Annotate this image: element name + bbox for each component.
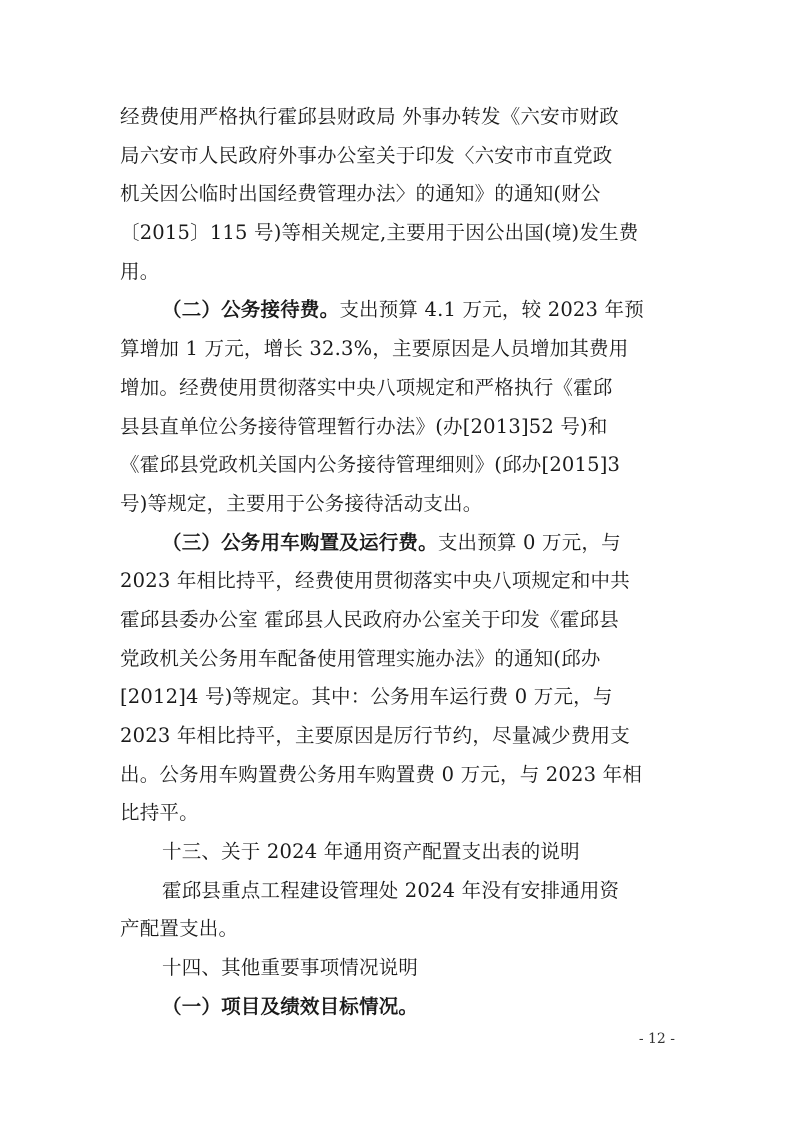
text-line: 《霍邱县党政机关国内公务接待管理细则》(邱办[2015]3 [120, 453, 621, 477]
paragraph-heading: （二）公务接待费。 [162, 298, 340, 322]
paragraph-heading: （三）公务用车购置及运行费。 [162, 530, 438, 554]
text-line [120, 524, 680, 563]
text-line: 2023 年相比持平，经费使用贯彻落实中央八项规定和中共 [120, 569, 630, 593]
text-line: 号)等规定，主要用于公务接待活动支出。 [120, 491, 483, 515]
text-line: [2012]4 号)等规定。其中：公务用车运行费 0 万元，与 [120, 685, 613, 709]
text-line: 产配置支出。 [120, 917, 239, 941]
text-line [120, 291, 680, 330]
text-run: 支出预算 0 万元，与 [437, 530, 621, 554]
text-line: 霍邱县委办公室 霍邱县人民政府办公室关于印发《霍邱县 [120, 607, 619, 631]
text-line: 增加。经费使用贯彻落实中央八项规定和严格执行《霍邱 [120, 375, 613, 399]
text-line: 用。 [120, 259, 160, 283]
section-title: 十三、关于 2024 年通用资产配置支出表的说明 [162, 840, 580, 864]
text-run: 支出预算 4.1 万元，较 2023 年预 [339, 298, 644, 322]
text-line: 出。公务用车购置费公务用车购置费 0 万元，与 2023 年相 [120, 762, 643, 786]
text-line: 局六安市人民政府外事办公室关于印发〈六安市市直党政 [120, 143, 613, 167]
section-title: 十四、其他重要事项情况说明 [162, 956, 419, 980]
subsection-heading: （一）项目及绩效目标情况。 [162, 994, 419, 1018]
text-line: 比持平。 [120, 801, 199, 825]
text-line: 算增加 1 万元，增长 32.3%，主要原因是人员增加其费用 [120, 337, 629, 361]
paragraph-travel-expense [120, 98, 680, 291]
text-line: 2023 年相比持平，主要原因是厉行节约，尽量减少费用支 [120, 724, 630, 747]
paragraph-vehicle-expense [120, 524, 680, 834]
text-line: 〔2015〕115 号)等相关规定,主要用于因公出国(境)发生费 [120, 221, 639, 245]
text-line: 县县直单位公务接待管理暂行办法》(办[2013]52 号)和 [120, 414, 608, 438]
page-number: - 12 - [638, 1031, 675, 1047]
document-body [120, 98, 680, 1027]
text-line: 经费使用严格执行霍邱县财政局 外事办转发《六安市财政 [120, 105, 619, 128]
section-13 [120, 833, 680, 949]
text-line: 党政机关公务用车配备使用管理实施办法》的通知(邱办 [120, 646, 601, 670]
text-line: 霍邱县重点工程建设管理处 2024 年没有安排通用资 [162, 878, 620, 902]
section-14 [120, 949, 680, 1026]
paragraph-reception-expense [120, 291, 680, 523]
text-line: 机关因公临时出国经费管理办法〉的通知》的通知(财公 [120, 182, 601, 206]
